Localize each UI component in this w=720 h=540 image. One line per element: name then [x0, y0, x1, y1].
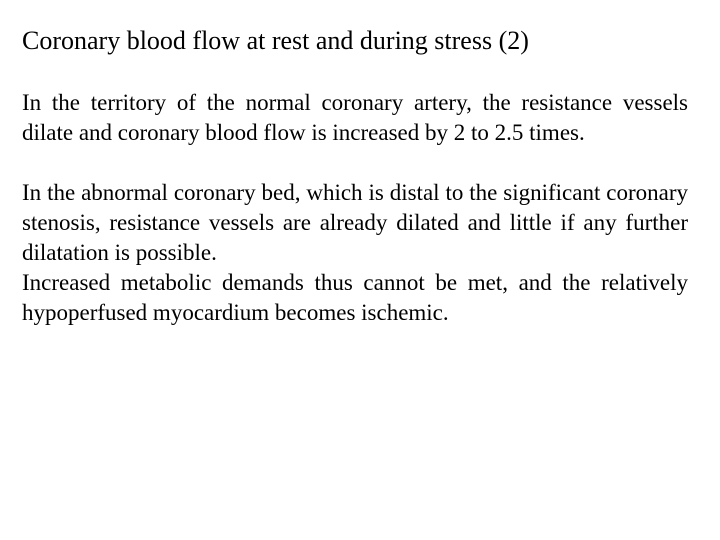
paragraph-abnormal-bed: In the abnormal coronary bed, which is distal to the significant coronary stenosis, resistance vessels are already dilated and little if any further dilatation is possible. [22, 180, 688, 265]
paragraph-normal-artery: In the territory of the normal coronary artery, the resistance vessels dilate and coronary blood flow is increased by 2 to 2.5 times. [22, 90, 688, 145]
slide-body [22, 88, 688, 328]
slide-title: Coronary blood flow at rest and during stress (2) [22, 26, 529, 55]
paragraph-ischemia: Increased metabolic demands thus cannot be met, and the relatively hypoperfused myocardium becomes ischemic. [22, 270, 688, 325]
